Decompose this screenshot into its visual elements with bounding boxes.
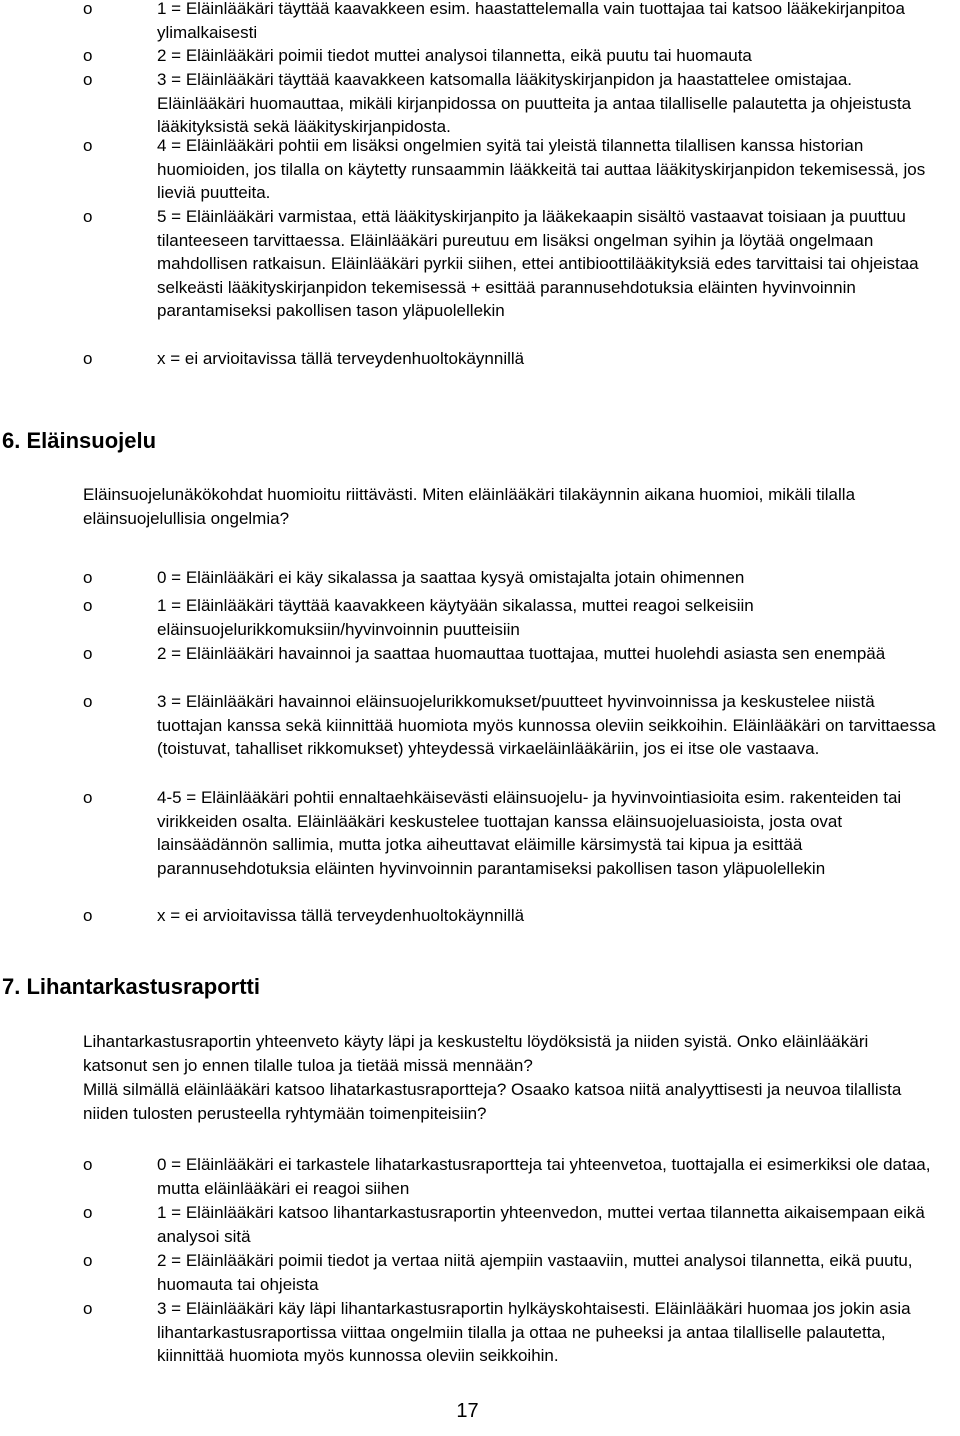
bullet-marker: o: [83, 1155, 93, 1174]
list-item: [0, 44, 960, 68]
list-item-text: 3 = Eläinlääkäri täyttää kaavakkeen katsomalla lääkityskirjanpidon ja haastattelee omistajaa. Eläinlääkäri huomauttaa, mikäli kirjanpidossa on puutteita ja antaa tilalliselle palautetta ja ohjeistusta lääkityksistä sekä lääkityskirjanpidosta.: [157, 70, 912, 136]
bullet-marker: o: [83, 644, 93, 663]
section-7-intro-2: Millä silmällä eläinlääkäri katsoo lihatarkastusraportteja? Osaako katsoa niitä analyyttisesti ja neuvoa tilallista niiden tulosten perusteella ryhtymään toimenpiteisiin?: [83, 1080, 902, 1123]
section-6-criteria-list: [0, 566, 960, 928]
section-6-intro: Eläinsuojelunäkökohdat huomioitu riittävästi. Miten eläinlääkäri tilakäynnin aikana huomioi, mikäli tilalla eläinsuojelullisia ongelmia?: [83, 485, 856, 528]
bullet-marker: o: [83, 349, 93, 368]
list-item-text: 1 = Eläinlääkäri täyttää kaavakkeen käytyään sikalassa, muttei reagoi selkeisiin eläinsuojelurikkomuksiin/hyvinvoinnin puutteisiin: [157, 596, 754, 639]
list-item: [0, 1153, 960, 1201]
section-7-criteria-list: [0, 1153, 960, 1369]
bullet-marker: o: [83, 788, 93, 807]
list-item-text: 4 = Eläinlääkäri pohtii em lisäksi ongelmien syitä tai yleistä tilannetta tilallisen kanssa historian huomioiden, jos tilalla on käytetty runsaammin lääkkeitä tai auttaa lääkityskirjanpidon tekemisessä, jos lieviä puutteita.: [157, 136, 926, 202]
bullet-marker: o: [83, 0, 93, 18]
list-item-text: 3 = Eläinlääkäri havainnoi eläinsuojelurikkomukset/puutteet hyvinvoinnissa ja keskustelee niistä tuottajan kanssa sekä kiinnittää huomiota myös kunnossa oleviin seikkoihin. Eläinlääkäri on tarvittaessa (toistuvat, tahalliset rikkomukset) yhteydessä virkaeläinlääkäriin, jos ei itse ole vastaava.: [157, 692, 936, 758]
list-item: [0, 904, 960, 928]
list-item-text: 0 = Eläinlääkäri ei tarkastele lihatarkastusraportteja tai yhteenvetoa, tuottajalla ei esimerkiksi ole dataa, mutta eläinlääkäri ei reagoi siihen: [157, 1155, 931, 1198]
list-item: [0, 347, 960, 371]
page-number: 17: [456, 1400, 479, 1422]
section-7-intro-1: Lihantarkastusraportin yhteenveto käyty läpi ja keskusteltu löydöksistä ja niiden syistä. Onko eläinlääkäri katsonut sen jo ennen tilalle tuloa ja tietää missä mennään?: [83, 1032, 869, 1075]
list-item: [0, 0, 960, 44]
bullet-marker: o: [83, 568, 93, 587]
list-item-text: 5 = Eläinlääkäri varmistaa, että lääkityskirjanpito ja lääkekaapin sisältö vastaavat toisiaan ja puuttuu tilanteeseen tarvittaessa. Eläinlääkäri pureutuu em lisäksi ongelman syihin ja löytää ongelmaan mahdollisen ratkaisun. Eläinlääkäri pyrkii siihen, ettei antibioottilääkityksiä edes tarvittaisi tai ohjeistaa selkeästi lääkityskirjanpidon tekemisessä + esittää parannusehdotuksia eläinten hyvinvoinnin parantamiseksi pakollisen tason yläpuolellekin: [157, 207, 919, 320]
bullet-marker: o: [83, 1251, 93, 1270]
bullet-marker: o: [83, 596, 93, 615]
list-item: [0, 205, 960, 347]
list-item-text: 2 = Eläinlääkäri havainnoi ja saattaa huomauttaa tuottajaa, muttei huolehdi asiasta sen enempää: [157, 644, 886, 663]
bullet-marker: o: [83, 46, 93, 65]
bullet-marker: o: [83, 207, 93, 226]
list-item-text: 4-5 = Eläinlääkäri pohtii ennaltaehkäisevästi eläinsuojelu- ja hyvinvointiasioita esim. rakenteiden tai virikkeiden osalta. Eläinlääkäri keskustelee tuottajan kanssa eläinsuojeluasioista, josta ovat lainsäädännön sallimia, mutta jotka aiheuttavat eläimille kärsimystä tai kipua ja esittää parannusehdotuksia eläinten hyvinvoinnin parantamiseksi pakollisen tason yläpuolellekin: [157, 788, 902, 878]
section-7-title: 7. Lihantarkastusraportti: [2, 974, 260, 999]
bullet-marker: o: [83, 1203, 93, 1222]
section-6-title: 6. Eläinsuojelu: [2, 428, 157, 453]
continued-criteria-list: [0, 0, 960, 371]
list-item-text: x = ei arvioitavissa tällä terveydenhuoltokäynnillä: [157, 349, 525, 368]
list-item: [0, 566, 960, 594]
list-item-text: 2 = Eläinlääkäri poimii tiedot ja vertaa niitä ajempiin vastaaviin, muttei analysoi tilannetta, eikä puutu, huomauta tai ohjeista: [157, 1251, 913, 1294]
bullet-marker: o: [83, 906, 93, 925]
bullet-marker: o: [83, 70, 93, 89]
list-item: [0, 1249, 960, 1297]
bullet-marker: o: [83, 692, 93, 711]
list-item-text: 3 = Eläinlääkäri käy läpi lihantarkastusraportin hylkäyskohtaisesti. Eläinlääkäri huomaa jos jokin asia lihantarkastusraportissa viittaa ongelmiin tilalla ja ottaa ne puheeksi ja antaa tilalliselle palautetta, kiinnittää huomiota myös kunnossa oleviin seikkoihin.: [157, 1299, 911, 1365]
list-item-text: 1 = Eläinlääkäri täyttää kaavakkeen esim. haastattelemalla vain tuottajaa tai katsoo lääkekirjanpitoa ylimalkaisesti: [157, 0, 905, 42]
list-item: [0, 68, 960, 134]
list-item-text: x = ei arvioitavissa tällä terveydenhuoltokäynnillä: [157, 906, 525, 925]
list-item: [0, 134, 960, 205]
list-item: [0, 1201, 960, 1249]
list-item: [0, 786, 960, 904]
list-item: [0, 1297, 960, 1369]
list-item-text: 1 = Eläinlääkäri katsoo lihantarkastusraportin yhteenvedon, muttei vertaa tilannetta aikaisempaan eikä analysoi sitä: [157, 1203, 925, 1246]
list-item: [0, 594, 960, 642]
list-item-text: 2 = Eläinlääkäri poimii tiedot muttei analysoi tilannetta, eikä puutu tai huomauta: [157, 46, 752, 65]
list-item: [0, 642, 960, 690]
bullet-marker: o: [83, 136, 93, 155]
list-item: [0, 690, 960, 786]
list-item-text: 0 = Eläinlääkäri ei käy sikalassa ja saattaa kysyä omistajalta jotain ohimennen: [157, 568, 745, 587]
bullet-marker: o: [83, 1299, 93, 1318]
